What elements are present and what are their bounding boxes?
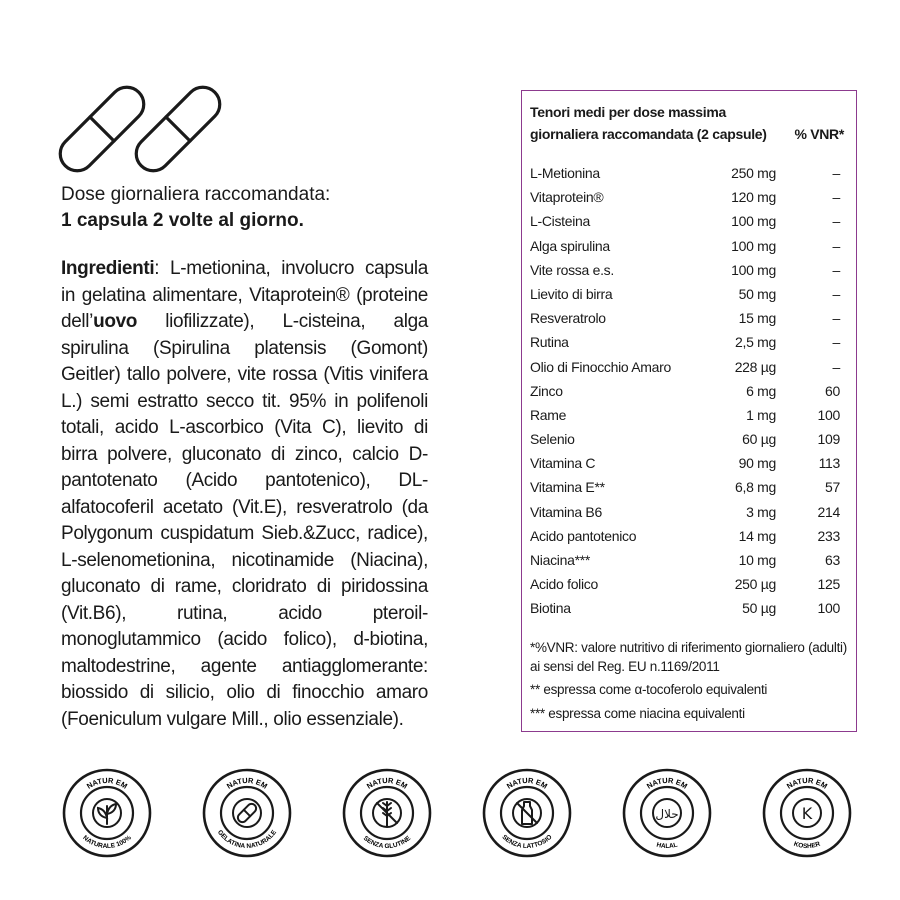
table-row bbox=[530, 500, 848, 524]
nutrient-vnr: 214 bbox=[817, 503, 840, 520]
note-niacin: *** espressa come niacina equivalenti bbox=[530, 705, 745, 721]
milk-bottle-crossed-icon bbox=[482, 768, 572, 858]
nutrient-quantity: 1 mg bbox=[746, 406, 776, 423]
nutrient-quantity: 100 mg bbox=[731, 237, 776, 254]
nutrient-vnr: – bbox=[832, 285, 840, 302]
nutrient-vnr: 113 bbox=[818, 455, 840, 472]
table-row bbox=[530, 451, 848, 475]
table-row bbox=[530, 306, 848, 330]
nutrient-quantity: 120 mg bbox=[731, 189, 776, 206]
table-row bbox=[530, 330, 848, 354]
table-notes bbox=[530, 639, 856, 728]
table-row bbox=[530, 548, 848, 572]
nutrient-quantity: 3 mg bbox=[746, 503, 776, 520]
badge-top-text: NATUR EM bbox=[224, 775, 269, 791]
nutrient-vnr: – bbox=[832, 310, 840, 327]
nutrient-name: Resveratrolo bbox=[530, 310, 606, 327]
nutrient-vnr: – bbox=[832, 189, 840, 206]
table-row bbox=[530, 209, 848, 233]
nutrient-vnr: 125 bbox=[817, 576, 840, 593]
nutrient-vnr: – bbox=[832, 165, 840, 181]
dose-value: 1 capsula 2 volte al giorno. bbox=[61, 210, 304, 231]
badge-bottom-text: KOSHER bbox=[792, 840, 822, 851]
badge-glyph: K bbox=[801, 804, 813, 823]
table-row bbox=[530, 355, 848, 379]
nutrient-vnr: 109 bbox=[817, 431, 840, 448]
nutrient-name: Rame bbox=[530, 406, 567, 423]
nutrient-name: Niacina*** bbox=[530, 552, 591, 568]
table-rows bbox=[530, 161, 848, 621]
nutrient-name: Zinco bbox=[530, 382, 563, 399]
nutrient-name: Acido folico bbox=[530, 576, 598, 593]
nutrient-vnr: 57 bbox=[825, 479, 840, 496]
ingredients-text bbox=[61, 256, 428, 733]
nutrient-vnr: – bbox=[832, 358, 840, 375]
badge-halal bbox=[622, 768, 712, 858]
capsules-icon bbox=[56, 84, 226, 174]
nutrient-quantity: 14 mg bbox=[738, 527, 776, 544]
nutrient-vnr: 100 bbox=[817, 600, 840, 617]
nutrient-vnr: 100 bbox=[817, 406, 840, 423]
badge-bottom-text: SENZA GLUTINE bbox=[361, 834, 413, 851]
plant-icon bbox=[62, 768, 152, 858]
nutrient-quantity: 50 µg bbox=[742, 600, 776, 617]
table-header bbox=[530, 101, 850, 145]
nutrient-name: Vitamina C bbox=[530, 455, 596, 472]
nutrient-quantity: 6 mg bbox=[746, 382, 776, 399]
halal-icon bbox=[622, 768, 712, 858]
nutrient-name: L-Cisteina bbox=[530, 213, 591, 230]
vnr-header: % VNR* bbox=[794, 126, 844, 142]
dose-section bbox=[61, 182, 441, 234]
nutrient-quantity: 228 µg bbox=[734, 358, 776, 375]
nutrient-vnr: – bbox=[832, 237, 840, 254]
nutrient-quantity: 100 mg bbox=[731, 213, 776, 230]
badge-gelatina-naturale bbox=[202, 768, 292, 858]
table-row bbox=[530, 234, 848, 258]
table-row bbox=[530, 161, 848, 185]
wheat-crossed-icon bbox=[342, 768, 432, 858]
nutrient-name: Alga spirulina bbox=[530, 237, 610, 254]
nutrient-name: Biotina bbox=[530, 600, 571, 617]
table-header-line2: giornaliera raccomandata (2 capsule) bbox=[530, 126, 767, 142]
table-row bbox=[530, 524, 848, 548]
badge-senza-lattosio bbox=[482, 768, 572, 858]
table-row bbox=[530, 282, 848, 306]
nutrient-quantity: 90 mg bbox=[738, 455, 776, 472]
table-row bbox=[530, 596, 848, 620]
nutrient-vnr: – bbox=[832, 213, 840, 230]
badge-top-text: NATUR EM bbox=[644, 775, 689, 791]
nutrient-name: L-Metionina bbox=[530, 165, 600, 181]
nutrient-name: Vitaprotein® bbox=[530, 189, 604, 206]
badge-bottom-text: GELATINA NATURALE bbox=[215, 829, 279, 851]
badge-bottom-text: SENZA LATTOSIO bbox=[500, 833, 554, 851]
nutrient-name: Vitamina B6 bbox=[530, 503, 602, 520]
badge-senza-glutine bbox=[342, 768, 432, 858]
nutrient-quantity: 250 µg bbox=[734, 576, 776, 593]
note-vnr: *%VNR: valore nutritivo di riferimento giornaliero (adulti) ai sensi del Reg. EU n.1169/2011 bbox=[530, 640, 847, 674]
nutrient-vnr: – bbox=[832, 261, 840, 278]
nutrient-quantity: 6,8 mg bbox=[735, 479, 776, 496]
nutrient-name: Lievito di birra bbox=[530, 285, 613, 302]
table-row bbox=[530, 185, 848, 209]
nutrient-name: Vitamina E** bbox=[530, 479, 605, 496]
nutrient-vnr: 233 bbox=[817, 527, 840, 544]
nutrient-name: Acido pantotenico bbox=[530, 527, 637, 544]
badge-top-text: NATUR EM bbox=[504, 775, 549, 791]
ingredients-part1: : L-metionina, involucro capsula in gelatina alimentare, Vitaprotein® (proteine dell’ bbox=[61, 258, 428, 332]
nutrient-name: Olio di Finocchio Amaro bbox=[530, 358, 671, 375]
nutrient-vnr: – bbox=[832, 334, 840, 351]
table-row bbox=[530, 427, 848, 451]
nutrient-quantity: 15 mg bbox=[738, 310, 776, 327]
certification-badges bbox=[62, 768, 852, 858]
badge-glyph: حلال bbox=[655, 807, 679, 821]
dose-label: Dose giornaliera raccomandata: bbox=[61, 184, 331, 205]
badge-top-text: NATUR EM bbox=[84, 775, 129, 791]
nutrient-quantity: 250 mg bbox=[731, 165, 776, 181]
nutrition-table bbox=[521, 90, 857, 732]
nutrient-quantity: 2,5 mg bbox=[735, 334, 776, 351]
kosher-icon bbox=[762, 768, 852, 858]
badge-top-text: NATUR EM bbox=[784, 775, 829, 791]
badge-top-text: NATUR EM bbox=[364, 775, 409, 791]
nutrient-name: Selenio bbox=[530, 431, 575, 448]
table-row bbox=[530, 475, 848, 499]
capsule-icon bbox=[202, 768, 292, 858]
badge-bottom-text: HALAL bbox=[655, 841, 679, 851]
table-header-line1: Tenori medi per dose massima bbox=[530, 104, 726, 120]
nutrient-quantity: 50 mg bbox=[738, 285, 776, 302]
table-row bbox=[530, 403, 848, 427]
table-row bbox=[530, 572, 848, 596]
note-vitamin-e: ** espressa come α-tocoferolo equivalenti bbox=[530, 682, 768, 697]
table-row bbox=[530, 379, 848, 403]
ingredients-allergen: uovo bbox=[93, 311, 138, 332]
badge-naturale-100 bbox=[62, 768, 152, 858]
nutrient-name: Vite rossa e.s. bbox=[530, 261, 614, 278]
nutrient-vnr: 60 bbox=[825, 382, 840, 399]
nutrient-vnr: 63 bbox=[825, 552, 840, 568]
nutrient-quantity: 10 mg bbox=[738, 552, 776, 568]
nutrient-name: Rutina bbox=[530, 334, 569, 351]
ingredients-label: Ingredienti bbox=[61, 258, 155, 279]
table-row bbox=[530, 258, 848, 282]
ingredients-part2: liofilizzate), L-cisteina, alga spirulina (Spirulina platensis (Gomont) Geitler) tallo polvere, vite rossa (Vitis vinifera L.) semi estratto secco tit. 95% in polifenoli totali, acido L-ascorbico (Vita C), lievito di birra polvere, gluconato di zinco, calcio D-pantotenato (Acido pantotenico), DL-alfatocoferil acetato (Vit.E), resveratrolo (da Polygonum cuspidatum Sieb.&Zucc, radice), L-selenometionina, nicotinamide (Niacina), gluconato di rame, cloridrato di piridossina (Vit.B6), rutina, acido pteroil-monoglutammico (acido folico), d-biotina, maltodestrine, agente antiagglomerante: biossido di silicio, olio di finocchio amaro (Foeniculum vulgare Mill., olio essenziale). bbox=[61, 311, 428, 730]
nutrient-quantity: 60 µg bbox=[742, 431, 776, 448]
badge-bottom-text: NATURALE 100% bbox=[81, 834, 133, 851]
nutrient-quantity: 100 mg bbox=[731, 261, 776, 278]
badge-kosher bbox=[762, 768, 852, 858]
